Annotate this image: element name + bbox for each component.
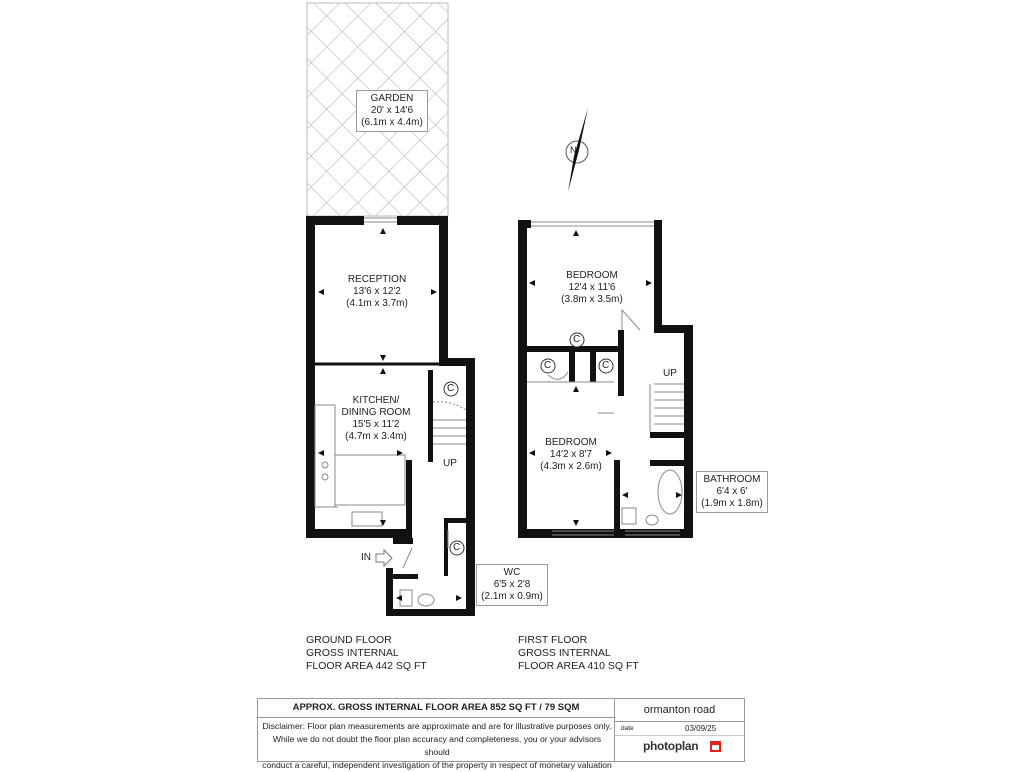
- cupboard-label: C: [602, 360, 610, 371]
- bedroom-2-imperial: 14'2 x 8'7: [549, 449, 593, 460]
- bathroom-imperial: 6'4 x 6': [716, 486, 748, 497]
- first-wall-cupboards-2: [590, 346, 596, 382]
- garden-name: GARDEN: [370, 93, 414, 104]
- first-wall-bath-top: [650, 460, 684, 466]
- ground-wall-wc-left: [386, 568, 393, 616]
- wc-metric: (2.1m x 0.9m): [481, 591, 543, 602]
- bedroom-1-imperial: 12'4 x 11'6: [568, 282, 616, 293]
- ground-wall-stair-post: [428, 370, 433, 462]
- photoplan-logo-text: photoplan: [643, 739, 699, 753]
- ground-floor-line-2: GROSS INTERNAL: [306, 647, 399, 659]
- wc-imperial: 6'5 x 2'8: [493, 579, 531, 590]
- date-label: date: [621, 725, 634, 732]
- footer-left: [258, 699, 615, 770]
- footer-panel: [257, 698, 745, 770]
- date-value: 03/09/25: [685, 724, 717, 733]
- first-wall-right: [684, 325, 693, 538]
- first-floor-line-2: GROSS INTERNAL: [518, 647, 611, 659]
- first-wall-stair-box: [650, 432, 684, 438]
- kitchen-imperial: 15'5 x 11'2: [352, 419, 400, 430]
- kitchen-metric: (4.7m x 3.4m): [345, 431, 407, 442]
- wc-name: WC: [503, 567, 521, 578]
- cupboard-label: C: [447, 383, 455, 394]
- garden-label: [356, 90, 428, 132]
- first-floor-line-1: FIRST FLOOR: [518, 634, 588, 646]
- ground-wall-wc-bottom: [386, 609, 475, 616]
- reception-name: RECEPTION: [347, 274, 407, 285]
- first-wall-left: [518, 220, 527, 538]
- bedroom-1-metric: (3.8m x 3.5m): [561, 294, 623, 305]
- ground-wall-top-left: [306, 216, 364, 225]
- ground-floor-line-3: FLOOR AREA 442 SQ FT: [306, 660, 427, 672]
- first-wall-top-right: [654, 220, 662, 330]
- ground-wall-bottom: [306, 529, 406, 538]
- kitchen-name-1: KITCHEN/: [352, 395, 400, 406]
- ground-floor-summary: [306, 634, 427, 673]
- ground-wall-wc-top: [393, 574, 418, 579]
- date-divider: [615, 735, 744, 736]
- reception-label: [337, 274, 417, 310]
- kitchen-name-2: DINING ROOM: [341, 407, 411, 418]
- bathroom-name: BATHROOM: [703, 474, 761, 485]
- bedroom-2-metric: (4.3m x 2.6m): [540, 461, 602, 472]
- ground-floor-line-1: GROUND FLOOR: [306, 634, 392, 646]
- first-wall-bath-divider: [614, 460, 620, 529]
- bedroom-1-label: [552, 270, 632, 306]
- disclaimer-line-2: While we do not doubt the floor plan accuracy and completeness, you or your advisors should: [272, 734, 602, 757]
- stairs-up-label-ground: UP: [443, 458, 457, 469]
- reception-metric: (4.1m x 3.7m): [346, 298, 408, 309]
- photoplan-logo-icon: [710, 741, 721, 752]
- first-wall-bottom: [518, 529, 693, 538]
- garden-metric: (6.1m x 4.4m): [361, 117, 423, 128]
- ground-wall-entry: [393, 538, 413, 544]
- ground-wall-step: [406, 460, 412, 538]
- ground-wall-hall-right: [466, 358, 475, 616]
- ground-wall-cupboard: [445, 518, 466, 523]
- property-address: ormanton road: [615, 699, 744, 722]
- first-wall-top-left: [518, 220, 531, 228]
- ground-wall-left: [306, 216, 315, 538]
- disclaimer: [262, 720, 612, 772]
- entrance-label: IN: [361, 552, 371, 563]
- cupboard-label: C: [453, 542, 461, 553]
- bedroom-2-name: BEDROOM: [545, 437, 597, 448]
- stairs-up-label-first: UP: [663, 368, 677, 379]
- first-wall-cupboards: [569, 346, 575, 382]
- bedroom-1-name: BEDROOM: [566, 270, 618, 281]
- disclaimer-line-1: Disclaimer: Floor plan measurements are approximate and are for illustrative purposes only.: [262, 721, 612, 731]
- ground-wall-cupboard-side: [444, 518, 448, 576]
- compass-north-label: N: [570, 145, 577, 155]
- first-wall-landing: [618, 330, 624, 396]
- kitchen-label: [336, 395, 416, 443]
- first-floor-line-3: FLOOR AREA 410 SQ FT: [518, 660, 639, 672]
- garden-imperial: 20' x 14'6: [370, 105, 414, 116]
- entry-arrow-icon: [376, 550, 392, 566]
- bedroom-2-label: [531, 437, 611, 473]
- disclaimer-line-3: conduct a careful, independent investigation of the property in respect of monetary valuation: [262, 760, 612, 770]
- total-area-title: APPROX. GROSS INTERNAL FLOOR AREA 852 SQ FT / 79 SQM: [258, 699, 614, 718]
- cupboard-label: C: [573, 334, 581, 345]
- reception-imperial: 13'6 x 12'2: [353, 286, 401, 297]
- bathroom-label: [696, 471, 768, 513]
- cupboard-label: C: [544, 360, 552, 371]
- bathroom-metric: (1.9m x 1.8m): [701, 498, 763, 509]
- wc-label: [476, 564, 548, 606]
- footer-right: [615, 699, 744, 761]
- ground-wall-right-upper: [439, 216, 448, 366]
- ground-wall-hall-top: [439, 358, 475, 366]
- first-floor-summary: [518, 634, 639, 673]
